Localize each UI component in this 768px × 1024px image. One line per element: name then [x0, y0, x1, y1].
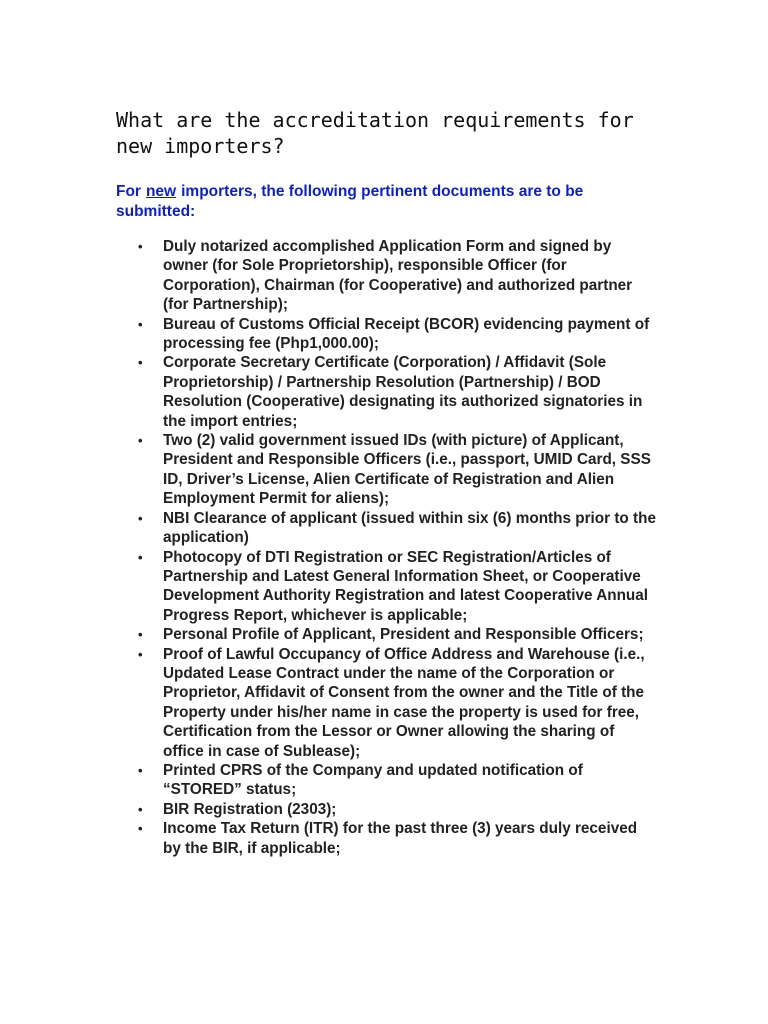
bullet-icon: • — [138, 801, 143, 817]
bullet-icon: • — [138, 762, 143, 778]
list-item — [138, 819, 659, 858]
list-item-text: Income Tax Return (ITR) for the past three (3) years duly received by the BIR, if applicable; — [163, 820, 638, 857]
bullet-icon: • — [138, 821, 143, 837]
list-item — [138, 315, 659, 354]
list-item-text: Personal Profile of Applicant, President and Responsible Officers; — [163, 626, 644, 644]
bullet-icon: • — [138, 510, 143, 526]
requirements-list — [138, 237, 659, 858]
list-item-text: NBI Clearance of applicant (issued within six (6) months prior to the application) — [163, 509, 656, 547]
bullet-icon: • — [138, 433, 143, 449]
list-item-text: Two (2) valid government issued IDs (with picture) of Applicant, President and Responsible Officers (i.e., passport, UMID Card, SSS ID, Driver’s License, Alien Certificate of Registration and Alien Employment Permit for aliens); — [163, 432, 651, 508]
list-item — [138, 237, 659, 315]
list-item-text: Printed CPRS of the Company and updated notification of “STORED” status; — [163, 761, 583, 799]
list-item-text: BIR Registration (2303); — [163, 800, 337, 818]
list-item — [138, 509, 659, 548]
list-item — [138, 353, 659, 431]
list-item — [138, 548, 659, 626]
intro-text-after: importers, the following pertinent documents are to be submitted: — [116, 183, 584, 220]
bullet-icon: • — [138, 646, 143, 662]
bullet-icon: • — [138, 355, 143, 371]
list-item — [138, 800, 659, 819]
list-item — [138, 625, 659, 644]
bullet-icon: • — [138, 316, 143, 332]
intro-paragraph — [116, 182, 656, 222]
list-item — [138, 761, 659, 800]
list-item — [138, 431, 659, 509]
list-item — [138, 645, 659, 761]
list-item-text: Bureau of Customs Official Receipt (BCOR) evidencing payment of processing fee (Php1,000.00); — [163, 315, 650, 353]
list-item-text: Corporate Secretary Certificate (Corporation) / Affidavit (Sole Proprietorship) / Partnership Resolution (Partnership) / BOD Resolution (Cooperative) designating its authorized signatories in the import entries; — [163, 354, 643, 430]
list-item-text: Duly notarized accomplished Application Form and signed by owner (for Sole Proprietorship), responsible Officer (for Corporation), Chairman (for Cooperative) and authorized partner (for Partnership); — [163, 238, 633, 314]
bullet-icon: • — [138, 627, 143, 643]
new-importers-link[interactable]: new — [145, 183, 177, 200]
bullet-icon: • — [138, 239, 143, 254]
list-item-text: Photocopy of DTI Registration or SEC Registration/Articles of Partnership and Latest General Information Sheet, or Cooperative Development Authority Registration and latest Cooperative Annual Progress Report, whichever is applicable; — [163, 548, 649, 624]
bullet-icon: • — [138, 549, 143, 565]
list-item-text: Proof of Lawful Occupancy of Office Address and Warehouse (i.e., Updated Lease Contract under the name of the Corporation or Proprietor, Affidavit of Consent from the owner and the Title of the Property under his/her name in case the property is used for free, Certification from the Lessor or Owner allowing the sharing of office in case of Sublease); — [163, 645, 645, 760]
page-title: What are the accreditation requirements for new importers? — [116, 108, 634, 158]
intro-text-before: For — [116, 183, 141, 200]
